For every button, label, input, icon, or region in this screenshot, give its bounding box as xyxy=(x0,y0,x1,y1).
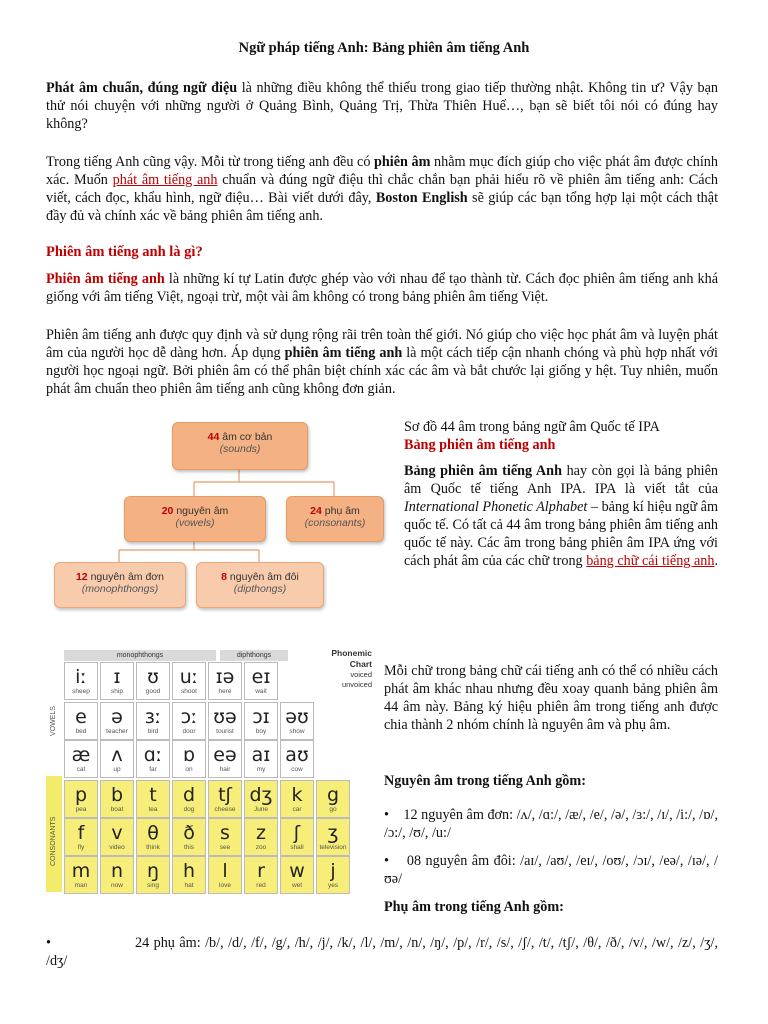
phoneme-example-word: bed xyxy=(75,728,87,735)
bullet2-text: 08 nguyên âm đôi: /aɪ/, /aʊ/, /eɪ/, /oʊ/, /ɔɪ/, /eə/, /ɪə/, /ʊə/ xyxy=(384,853,718,887)
node-20-vowels xyxy=(124,496,266,542)
node-diph-sub: (dipthongs) xyxy=(233,583,287,595)
phoneme-cell xyxy=(244,780,278,818)
phoneme-cell xyxy=(136,702,170,740)
phoneme-cell xyxy=(280,818,314,856)
phoneme-symbol: z xyxy=(256,822,266,844)
phoneme-cell xyxy=(208,662,242,700)
phoneme-cell xyxy=(208,856,242,894)
node-44-sounds xyxy=(172,422,308,470)
phoneme-example-word: cat xyxy=(76,766,86,773)
phoneme-cell xyxy=(172,780,206,818)
para2-text-f: sẽ giúp các bạn tổng hợp lại một cách thật đầy đủ và chính xác về bảng phiên âm tiếng anh. xyxy=(46,190,719,224)
ipa-bold: Bảng phiên âm tiếng Anh xyxy=(404,463,562,479)
para-usage xyxy=(46,326,718,398)
phoneme-symbol: e xyxy=(75,706,87,728)
phoneme-symbol: r xyxy=(257,860,265,882)
node-top-label: âm cơ bản xyxy=(219,431,273,443)
phoneme-example-word: yes xyxy=(327,882,339,889)
bullet3-text: 24 phụ âm: /b/, /d/, /f/, /g/, /h/, /j/, /k/, /l/, /m/, /n/, /ŋ/, /p/, /r/, /s/, /ʃ/, /t/, /tʃ/, /θ/, /ð/, /v/, /w/, /z/, /ʒ/, /dʒ/ xyxy=(46,935,718,969)
phoneme-example-word: teacher xyxy=(106,728,128,735)
bullet-diphthongs xyxy=(384,852,718,888)
phoneme-cell xyxy=(316,856,350,894)
phoneme-example-word: fly xyxy=(77,844,85,851)
phoneme-symbol: l xyxy=(222,860,228,882)
diagram-caption: Sơ đồ 44 âm trong bảng ngữ âm Quốc tế IPA xyxy=(404,419,660,435)
phoneme-cell xyxy=(280,856,314,894)
node-24-consonants xyxy=(286,496,384,542)
phoneme-cell xyxy=(172,856,206,894)
para2-text-d: chuẩn và đúng ngữ điệu thì chắc chắn bạn phải hiểu rõ về phiên âm tiếng anh: Cách viết, cách đọc, khẩu hình, ngữ điệu… Bài viết dưới đây, xyxy=(46,172,718,206)
phoneme-example-word: ship xyxy=(111,688,123,695)
consonants-side-label: CONSONANTS xyxy=(50,816,57,866)
phoneme-example-word: shall xyxy=(290,844,304,851)
phoneme-cell xyxy=(316,818,350,856)
sound-tree-diagram xyxy=(46,416,386,616)
phoneme-symbol: ɑː xyxy=(143,744,163,766)
phoneme-example-word: this xyxy=(183,844,195,851)
legend-title: Phonemic Chart xyxy=(331,648,372,669)
phoneme-symbol: b xyxy=(110,784,124,806)
phoneme-cell xyxy=(100,740,134,778)
phoneme-example-word: hat xyxy=(184,882,194,889)
phoneme-symbol: ɪə xyxy=(215,666,235,688)
phoneme-example-word: think xyxy=(146,844,160,851)
node-vowels-num: 20 xyxy=(161,505,174,517)
phoneme-example-word: dog xyxy=(183,806,195,813)
bullet-dot: • xyxy=(384,853,389,869)
vowels-side-label: VOWELS xyxy=(50,706,57,736)
phoneme-example-word: love xyxy=(219,882,231,889)
para-definition xyxy=(46,270,718,306)
para4-text-a: Phiên âm tiếng anh được quy định và sử dụng rộng rãi trên toàn thế giới. Nó giúp cho việc học phát âm và luyện phát âm của người học dễ dàng hơn. Áp dụng xyxy=(46,327,718,361)
phoneme-cell xyxy=(64,818,98,856)
chart-header-diphthongs: diphthongs xyxy=(220,650,288,661)
vowels-heading: Nguyên âm trong tiếng Anh gồm: xyxy=(384,773,586,789)
intro-bold: Phát âm chuẩn, đúng ngữ điệu xyxy=(46,80,238,96)
para3-text: là những kí tự Latin được ghép vào với nhau để tạo thành từ. Cách đọc phiên âm tiếng anh khá giống với âm tiếng Việt, ngoại trừ, một vài âm không có trong bảng phiên âm tiếng Việt. xyxy=(46,271,719,305)
phoneme-cell xyxy=(244,856,278,894)
phoneme-example-word: wait xyxy=(255,688,267,695)
intro-paragraph xyxy=(46,79,718,133)
phoneme-cell xyxy=(208,740,242,778)
legend-voiced: voiced xyxy=(350,670,372,679)
para2-text-c: nhằm mục đích giúp cho việc phát âm được chính xác. Muốn xyxy=(46,154,718,188)
phoneme-symbol: h xyxy=(182,860,196,882)
para2-text-a: Trong tiếng Anh cũng vậy. Mỗi từ trong tiếng anh đều có xyxy=(46,154,375,170)
phoneme-symbol: w xyxy=(289,860,305,882)
phoneme-symbol: g xyxy=(326,784,340,806)
intro-text: là những điều không thể thiếu trong giao tiếp thường nhật. Không tin ư? Vậy bạn thử nói chuyện với những người ở Quảng Bình, Quảng Trị, Thừa Thiên Huế…, bạn sẽ biết tôi nói có đúng hay không? xyxy=(46,80,718,132)
phoneme-example-word: door xyxy=(182,728,196,735)
phoneme-example-word: June xyxy=(253,806,269,813)
phoneme-cell xyxy=(100,780,134,818)
phoneme-cell xyxy=(136,856,170,894)
section-heading-what-is: Phiên âm tiếng anh là gì? xyxy=(46,244,203,260)
phoneme-cell xyxy=(280,740,314,778)
phoneme-cell xyxy=(280,702,314,740)
ipa-text-a: hay còn gọi là bảng phiên âm Quốc tế tiếng Anh IPA. IPA là viết tắt của xyxy=(404,463,719,497)
phoneme-cell xyxy=(64,856,98,894)
phoneme-symbol: ɜː xyxy=(144,706,162,728)
node-vowels-label: nguyên âm xyxy=(173,505,229,517)
phoneme-example-word: zoo xyxy=(255,844,267,851)
page-title: Ngữ pháp tiếng Anh: Bảng phiên âm tiếng Anh xyxy=(238,40,530,56)
phoneme-symbol: ʃ xyxy=(293,822,301,844)
para3-bold-red: Phiên âm tiếng anh xyxy=(46,271,165,287)
phoneme-example-word: red xyxy=(256,882,266,889)
node-8-diphthongs xyxy=(196,562,324,608)
phoneme-symbol: m xyxy=(71,860,91,882)
phoneme-cell xyxy=(244,662,278,700)
legend-unvoiced: unvoiced xyxy=(341,680,372,689)
phoneme-cell xyxy=(316,780,350,818)
phoneme-cell xyxy=(64,662,98,700)
phoneme-symbol: ð xyxy=(183,822,195,844)
phoneme-symbol: θ xyxy=(147,822,159,844)
phoneme-cell xyxy=(136,780,170,818)
phoneme-symbol: ɔː xyxy=(180,706,198,728)
phoneme-symbol: əʊ xyxy=(285,706,309,728)
node-top-num: 44 xyxy=(207,431,220,443)
phoneme-example-word: up xyxy=(113,766,121,773)
phoneme-symbol: ŋ xyxy=(146,860,160,882)
bullet-dot: • xyxy=(384,807,389,823)
link-bang-chu-cai[interactable]: bảng chữ cái tiếng anh xyxy=(586,553,715,569)
phoneme-symbol: ʊ xyxy=(147,666,159,688)
phoneme-cell xyxy=(100,702,134,740)
phoneme-cell xyxy=(100,818,134,856)
phoneme-example-word: here xyxy=(218,688,232,695)
phoneme-symbol: t xyxy=(149,784,157,806)
phoneme-example-word: sheep xyxy=(72,688,90,695)
phoneme-example-word: boat xyxy=(110,806,124,813)
ipa-italic: International Phonetic Alphabet xyxy=(404,499,588,515)
phoneme-symbol: uː xyxy=(179,666,199,688)
phoneme-cell xyxy=(244,818,278,856)
chart-header-monophthongs: monophthongs xyxy=(64,650,216,661)
ipa-description xyxy=(404,462,718,570)
bullet-consonants xyxy=(46,934,718,970)
phoneme-symbol: iː xyxy=(75,666,87,688)
phoneme-cell xyxy=(172,740,206,778)
link-phat-am-tieng-anh[interactable]: phát âm tiếng anh xyxy=(112,172,218,188)
phoneme-cell xyxy=(172,702,206,740)
right-paragraph: Mỗi chữ trong bảng chữ cái tiếng anh có thể có nhiều cách phát âm khác nhau nhưng đều xoay quanh bảng phiên âm 44 âm này. Bảng ký hiệu phiên âm trong tiếng anh được chia thành 2 nhóm chính là nguyên âm và phụ âm. xyxy=(384,663,718,733)
phoneme-symbol: ʌ xyxy=(111,744,123,766)
phoneme-symbol: ə xyxy=(111,706,123,728)
phoneme-symbol: p xyxy=(74,784,88,806)
para4-text-c: là một cách tiếp cận nhanh chóng và phù hợp nhất với người học ngoại ngữ. Bởi phiên âm có thể phân biệt chính xác các âm và bắt chước lại giống y hệt. Tuy nhiên, muốn phát âm chuẩn theo phiên âm tiếng anh cũng không đơn giản. xyxy=(46,345,718,397)
node-consonants-label: phụ âm xyxy=(321,505,360,517)
phoneme-example-word: good xyxy=(145,688,161,695)
bullet-monophthongs xyxy=(384,806,718,842)
phoneme-example-word: hair xyxy=(219,766,231,773)
phoneme-symbol: s xyxy=(220,822,230,844)
para-phonetics-purpose xyxy=(46,153,718,225)
phoneme-example-word: cheese xyxy=(214,806,236,813)
phoneme-cell xyxy=(136,740,170,778)
phoneme-example-word: my xyxy=(256,766,266,773)
node-mono-sub: (monophthongs) xyxy=(81,583,159,595)
phoneme-example-word: pea xyxy=(75,806,87,813)
bullet1-text: 12 nguyên âm đơn: /ʌ/, /ɑ:/, /æ/, /e/, /ə/, /ɜ:/, /ɪ/, /i:/, /ɒ/, /ɔ:/, /ʊ/, /u:/ xyxy=(384,807,719,841)
phoneme-symbol: n xyxy=(110,860,124,882)
phoneme-cell xyxy=(172,818,206,856)
phoneme-cell xyxy=(244,740,278,778)
phoneme-symbol: ʊə xyxy=(213,706,237,728)
phoneme-example-word: far xyxy=(149,766,157,773)
phoneme-example-word: man xyxy=(74,882,88,889)
phoneme-symbol: æ xyxy=(71,744,91,766)
bullet-dot: • xyxy=(46,935,51,951)
phoneme-cell xyxy=(136,662,170,700)
node-vowels-sub: (vowels) xyxy=(175,517,215,529)
ipa-text-b: – bảng kí hiệu ngữ âm quốc tế. Có tất cả 44 âm trong bảng phiên âm tiếng anh quốc tế này. Các âm trong bảng phiên âm IPA ứng với cách phát âm của các chữ trong xyxy=(404,499,719,569)
phoneme-cell xyxy=(64,740,98,778)
phoneme-example-word: on xyxy=(185,766,193,773)
phoneme-cell xyxy=(64,702,98,740)
phoneme-symbol: d xyxy=(182,784,196,806)
node-consonants-sub: (consonants) xyxy=(304,517,366,529)
phoneme-symbol: ʒ xyxy=(327,822,339,844)
phoneme-symbol: v xyxy=(111,822,123,844)
node-top-sub: (sounds) xyxy=(219,443,261,455)
phoneme-example-word: television xyxy=(319,844,347,851)
para4-bold: phiên âm tiếng anh xyxy=(284,345,403,361)
ipa-text-end: . xyxy=(714,553,718,569)
node-diph-num: 8 xyxy=(221,571,228,583)
phoneme-example-word: see xyxy=(219,844,231,851)
phoneme-symbol: aʊ xyxy=(285,744,309,766)
consonants-heading: Phụ âm trong tiếng Anh gồm: xyxy=(384,899,564,915)
phoneme-example-word: shoot xyxy=(181,688,197,695)
phoneme-example-word: sing xyxy=(147,882,159,889)
phoneme-cell xyxy=(244,702,278,740)
phoneme-symbol: ɒ xyxy=(182,744,196,766)
para2-bold-phienam: phiên âm xyxy=(374,154,431,170)
phoneme-cell xyxy=(208,818,242,856)
phoneme-symbol: tʃ xyxy=(218,784,232,806)
phoneme-example-word: wet xyxy=(291,882,303,889)
phoneme-cell xyxy=(100,856,134,894)
phonemic-chart xyxy=(46,644,372,890)
para2-bold-boston: Boston English xyxy=(375,190,468,206)
node-consonants-num: 24 xyxy=(310,505,322,517)
phoneme-cell xyxy=(136,818,170,856)
phoneme-cell xyxy=(280,780,314,818)
phoneme-symbol: aɪ xyxy=(251,744,271,766)
phoneme-symbol: dʒ xyxy=(249,784,273,806)
phoneme-example-word: cow xyxy=(291,766,303,773)
node-diph-label: nguyên âm đôi xyxy=(227,571,299,583)
phoneme-example-word: go xyxy=(329,806,337,813)
chart-legend xyxy=(318,648,372,690)
phoneme-example-word: now xyxy=(111,882,123,889)
phoneme-example-word: video xyxy=(109,844,125,851)
phoneme-symbol: ɪ xyxy=(113,666,121,688)
node-mono-num: 12 xyxy=(75,571,88,583)
phoneme-example-word: bird xyxy=(147,728,159,735)
phoneme-symbol: eɪ xyxy=(251,666,271,688)
phoneme-example-word: show xyxy=(289,728,305,735)
phoneme-cell xyxy=(64,780,98,818)
phoneme-cell xyxy=(208,702,242,740)
phoneme-symbol: k xyxy=(291,784,303,806)
table-subtitle: Bảng phiên âm tiếng anh xyxy=(404,437,556,453)
node-12-monophthongs xyxy=(54,562,186,608)
phoneme-example-word: tourist xyxy=(216,728,234,735)
phoneme-example-word: tea xyxy=(148,806,158,813)
phoneme-symbol: f xyxy=(77,822,85,844)
phoneme-cell xyxy=(100,662,134,700)
node-mono-label: nguyên âm đơn xyxy=(87,571,165,583)
phoneme-symbol: j xyxy=(330,860,336,882)
phoneme-cell xyxy=(172,662,206,700)
phoneme-example-word: boy xyxy=(255,728,267,735)
phoneme-symbol: eə xyxy=(213,744,237,766)
phoneme-example-word: car xyxy=(292,806,302,813)
phoneme-cell xyxy=(208,780,242,818)
phoneme-symbol: ɔɪ xyxy=(252,706,270,728)
